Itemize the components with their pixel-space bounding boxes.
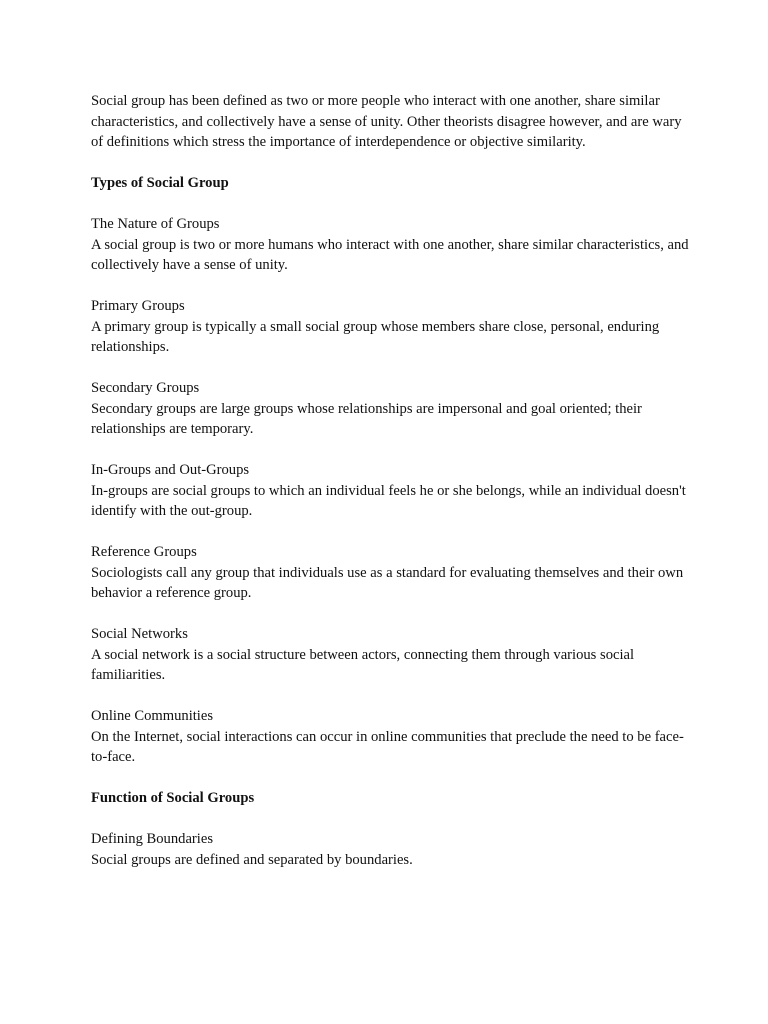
section-title: The Nature of Groups [91,216,220,232]
types-heading: Types of Social Group [91,175,229,191]
section-online-communities [91,706,691,768]
section-social-networks [91,624,691,686]
section-body: A social network is a social structure between actors, connecting them through various social familiarities. [91,646,635,683]
section-title: Reference Groups [91,544,197,560]
section-title: In-Groups and Out-Groups [91,462,250,478]
section-body: In-groups are social groups to which an individual feels he or she belongs, while an individual doesn't identify with the out-group. [91,482,686,519]
section-title: Secondary Groups [91,380,200,396]
document-page [91,91,691,891]
section-title: Defining Boundaries [91,831,213,847]
section-title: Online Communities [91,708,214,724]
function-heading: Function of Social Groups [91,790,255,806]
section-body: Sociologists call any group that individuals use as a standard for evaluating themselves and their own behavior a reference group. [91,564,684,601]
section-body: On the Internet, social interactions can occur in online communities that preclude the need to be face-to-face. [91,728,684,765]
intro-paragraph: Social group has been defined as two or more people who interact with one another, share similar characteristics, and collectively have a sense of unity. Other theorists disagree however, and are wary of definitions which stress the importance of interdependence or objective similarity. [91,93,682,150]
section-in-groups-out-groups [91,460,691,522]
section-title: Social Networks [91,626,188,642]
section-title: Primary Groups [91,298,185,314]
section-body: A social group is two or more humans who interact with one another, share similar characteristics, and collectively have a sense of unity. [91,236,689,273]
section-secondary-groups [91,378,691,440]
section-body: Secondary groups are large groups whose relationships are impersonal and goal oriented; their relationships are temporary. [91,400,642,437]
section-defining-boundaries [91,829,691,870]
section-reference-groups [91,542,691,604]
section-body: Social groups are defined and separated by boundaries. [91,851,413,868]
section-body: A primary group is typically a small social group whose members share close, personal, enduring relationships. [91,318,660,355]
section-nature-of-groups [91,214,691,276]
section-primary-groups [91,296,691,358]
